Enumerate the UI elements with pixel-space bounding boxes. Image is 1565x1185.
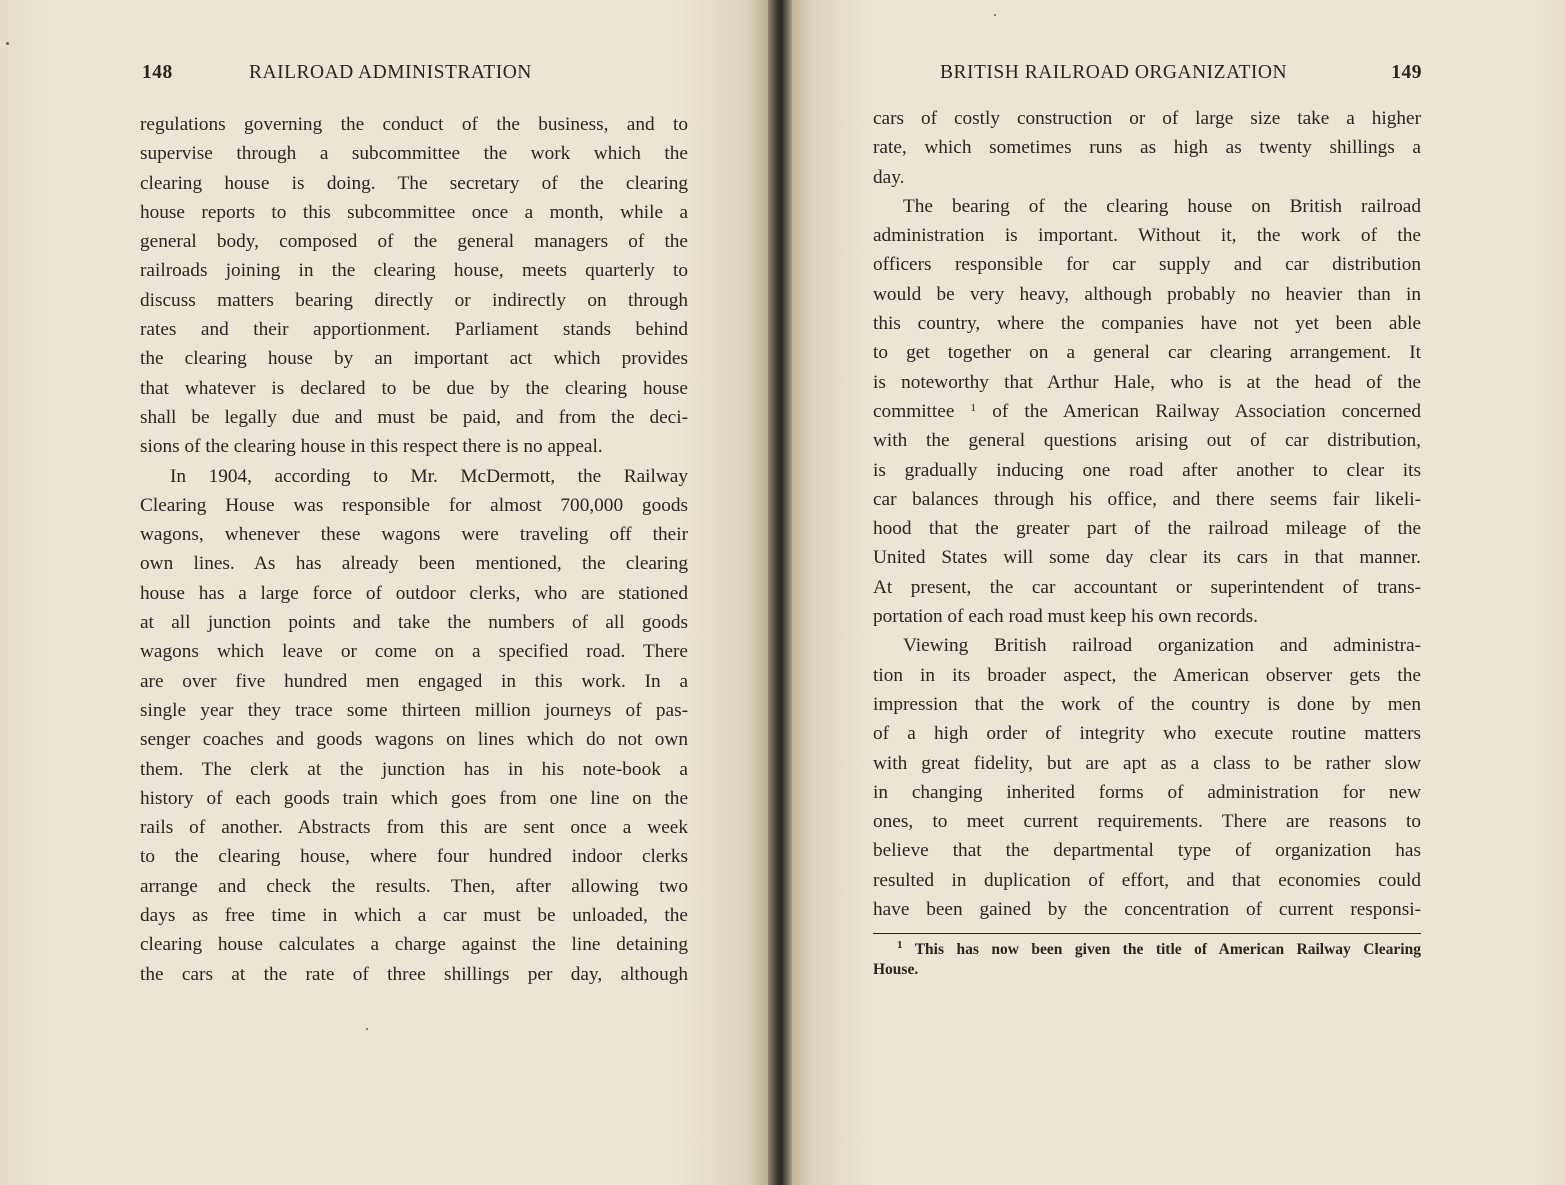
text-line: cars of costly construction or of large size take a higher [873,108,1421,129]
text-line: senger coaches and goods wagons on lines which do not own [140,729,688,751]
text-line: house has a large force of outdoor clerks, who are stationed [140,582,688,604]
text-line: shall be legally due and must be paid, and from the deci- [140,406,688,428]
text-line: portation of each road must keep his own records. [873,606,1258,628]
text-line: administration is important. Without it, the work of the [873,225,1421,247]
text-fragment: of the American Railway Association concerned [992,400,1421,422]
left-body-text [140,110,688,989]
text-line: Clearing House was responsible for almost 700,000 goods [140,494,688,516]
text-line: ones, to meet current requirements. There are reasons to [873,811,1421,833]
left-page-number: 148 [142,62,173,83]
text-line: at all junction points and take the numbers of all goods [140,612,688,634]
text-line: arrange and check the results. Then, after allowing two [140,875,688,897]
text-line: have been gained by the concentration of current responsi- [873,899,1421,921]
text-line: officers responsible for car supply and car distribution [873,254,1421,276]
text-line: wagons, whenever these wagons were traveling off their [140,524,688,546]
text-line: rate, which sometimes runs as high as twenty shillings a [873,137,1421,159]
text-fragment: committee [873,400,955,422]
text-line: tion in its broader aspect, the American observer gets the [873,664,1421,686]
footnote-marker: 1 [897,939,903,951]
paper-speck [366,1028,368,1030]
text-line: are over five hundred men engaged in this work. In a [140,670,688,692]
footnote-reference: 1 [970,401,977,414]
text-line: believe that the departmental type of organization has [873,840,1421,862]
text-line: that whatever is declared to be due by the clearing house [140,377,688,399]
text-line: is noteworthy that Arthur Hale, who is at the head of the [873,371,1421,393]
text-line: to the clearing house, where four hundred indoor clerks [140,846,688,868]
text-line: clearing house calculates a charge against the line detaining [140,934,688,956]
text-line: impression that the work of the country is done by men [873,693,1421,715]
text-line: sions of the clearing house in this respect there is no appeal. [140,436,603,458]
text-line: rails of another. Abstracts from this are sent once a week [140,817,688,839]
right-page-number: 149 [1391,62,1422,83]
text-line: United States will some day clear its cars in that manner. [873,547,1421,569]
paper-speck [994,14,996,16]
text-line: with the general questions arising out of car distribution, [873,430,1421,452]
text-line: Viewing British railroad organization and administra- [903,635,1421,657]
footnote-line: House. [873,961,919,978]
text-line: is gradually inducing one road after another to clear its [873,459,1421,481]
text-line: own lines. As has already been mentioned, the clearing [140,553,688,575]
text-line: days as free time in which a car must be unloaded, the [140,905,688,927]
text-line: At present, the car accountant or superintendent of trans- [873,576,1421,598]
text-line: supervise through a subcommittee the work which the [140,143,688,165]
text-line: resulted in duplication of effort, and that economies could [873,869,1421,891]
text-line: The bearing of the clearing house on British railroad [903,195,1421,217]
text-line: in changing inherited forms of administration for new [873,781,1421,803]
text-line: history of each goods train which goes from one line on the [140,787,688,809]
footnote-text: This has now been given the title of American Railway Clearing [914,941,1421,958]
text-line [873,397,1421,426]
text-line: with great fidelity, but are apt as a class to be rather slow [873,752,1421,774]
text-line: single year they trace some thirteen million journeys of pas- [140,699,688,721]
text-line: regulations governing the conduct of the business, and to [140,114,688,135]
book-gutter [768,0,792,1185]
footnote [873,940,1421,980]
text-line: car balances through his office, and there seems fair likeli- [873,488,1421,510]
text-line: the cars at the rate of three shillings per day, although [140,963,688,985]
text-line: wagons which leave or come on a specified road. There [140,641,688,663]
text-line: to get together on a general car clearing arrangement. It [873,342,1421,364]
footnote-rule [873,933,1421,934]
text-line: of a high order of integrity who execute routine matters [873,723,1421,745]
text-line: discuss matters bearing directly or indirectly on through [140,289,688,311]
text-line: railroads joining in the clearing house, meets quarterly to [140,260,688,282]
text-line: them. The clerk at the junction has in his note-book a [140,758,688,780]
right-body-text [873,104,1421,924]
text-line: would be very heavy, although probably no heavier than in [873,283,1421,305]
text-line: general body, composed of the general managers of the [140,231,688,253]
text-line: In 1904, according to Mr. McDermott, the Railway [170,465,688,487]
right-running-head: BRITISH RAILROAD ORGANIZATION [940,62,1288,83]
text-line: hood that the greater part of the railroad mileage of the [873,518,1421,540]
text-line: the clearing house by an important act which provides [140,348,688,370]
text-line: day. [873,166,905,188]
text-line: this country, where the companies have not yet been able [873,313,1421,335]
text-line: clearing house is doing. The secretary of the clearing [140,172,688,194]
footnote-line [873,940,1421,960]
text-line: rates and their apportionment. Parliament stands behind [140,319,688,341]
text-line: house reports to this subcommittee once a month, while a [140,201,688,223]
paper-speck [6,42,9,45]
left-running-head: RAILROAD ADMINISTRATION [249,62,532,83]
